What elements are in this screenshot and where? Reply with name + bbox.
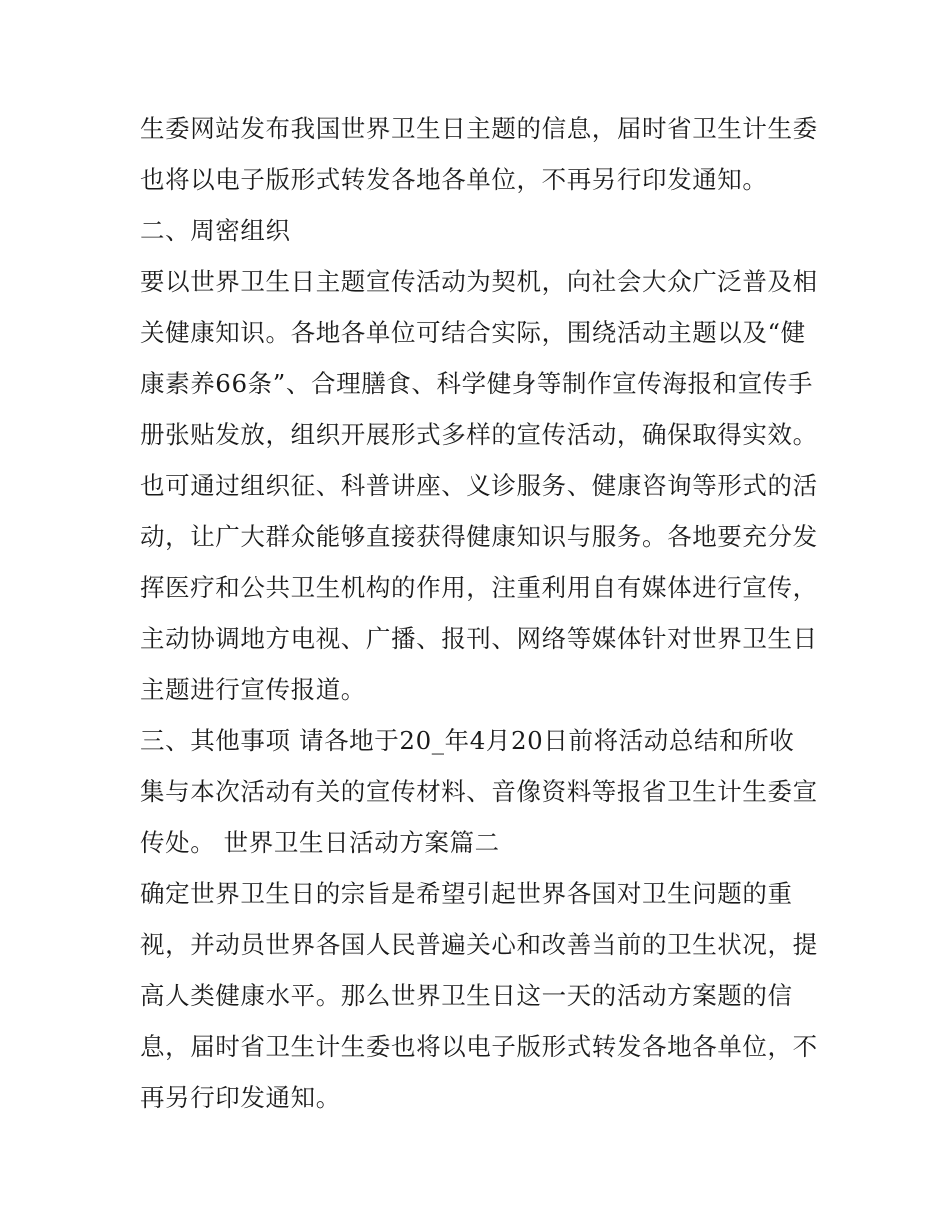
text-line: 集与本次活动有关的宣传材料、音像资料等报省卫生计生委宣 (140, 777, 818, 806)
document-body (140, 103, 820, 1123)
text-line: 册张贴发放，组织开展形式多样的宣传活动，确保取得实效。 (140, 420, 818, 449)
text-line: 动，让广大群众能够直接获得健康知识与服务。各地要充分发 (140, 522, 818, 551)
text-line: 视，并动员世界各国人民普遍关心和改善当前的卫生状况，提 (140, 930, 818, 959)
text-line: 关健康知识。各地各单位可结合实际，围绕活动主题以及“健 (140, 318, 806, 347)
text-line: 生委网站发布我国世界卫生日主题的信息，届时省卫生计生委 (140, 114, 818, 143)
section-heading: 二、周密组织 (140, 216, 291, 245)
text-line: 传处。 世界卫生日活动方案篇二 (140, 828, 500, 857)
text-line: 挥医疗和公共卫生机构的作用，注重利用自有媒体进行宣传， (140, 573, 818, 602)
section-heading: 三、其他事项 请各地于20_年4月20日前将活动总结和所收 (140, 726, 795, 755)
text-line: 确定世界卫生日的宗旨是希望引起世界各国对卫生问题的重 (140, 879, 793, 908)
text-line: 也可通过组织征、科普讲座、义诊服务、健康咨询等形式的活 (140, 471, 818, 500)
text-line: 主动协调地方电视、广播、报刊、网络等媒体针对世界卫生日 (140, 624, 818, 653)
text-line: 主题进行宣传报道。 (140, 675, 366, 704)
text-line: 息，届时省卫生计生委也将以电子版形式转发各地各单位，不 (140, 1032, 818, 1061)
text-line: 要以世界卫生日主题宣传活动为契机，向社会大众广泛普及相 (140, 267, 818, 296)
text-line: 高人类健康水平。那么世界卫生日这一天的活动方案题的信 (140, 981, 793, 1010)
text-line: 再另行印发通知。 (140, 1083, 341, 1112)
text-line: 康素养66条”、合理膳食、科学健身等制作宣传海报和宣传手 (140, 369, 813, 398)
text-line: 也将以电子版形式转发各地各单位，不再另行印发通知。 (140, 165, 768, 194)
